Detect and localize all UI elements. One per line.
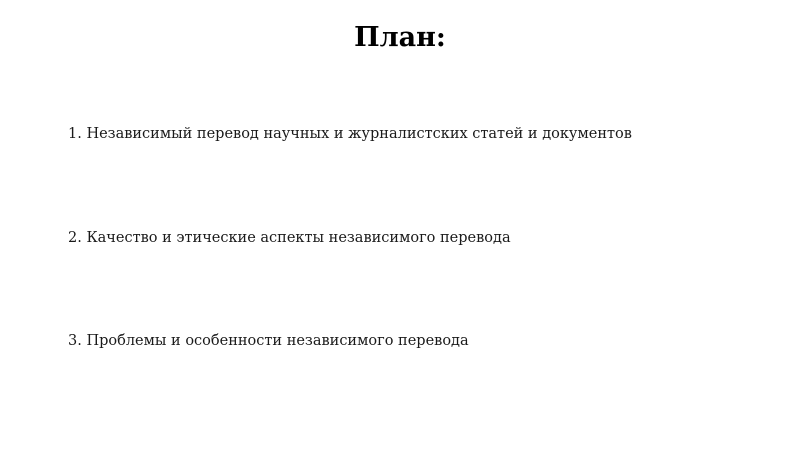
plan-item-3: 3. Проблемы и особенности независимого перевода [68, 333, 469, 349]
plan-item-1: 1. Независимый перевод научных и журналистских статей и документов [68, 126, 632, 142]
slide-title: План: [354, 22, 446, 53]
plan-item-2: 2. Качество и этические аспекты независимого перевода [68, 230, 511, 246]
